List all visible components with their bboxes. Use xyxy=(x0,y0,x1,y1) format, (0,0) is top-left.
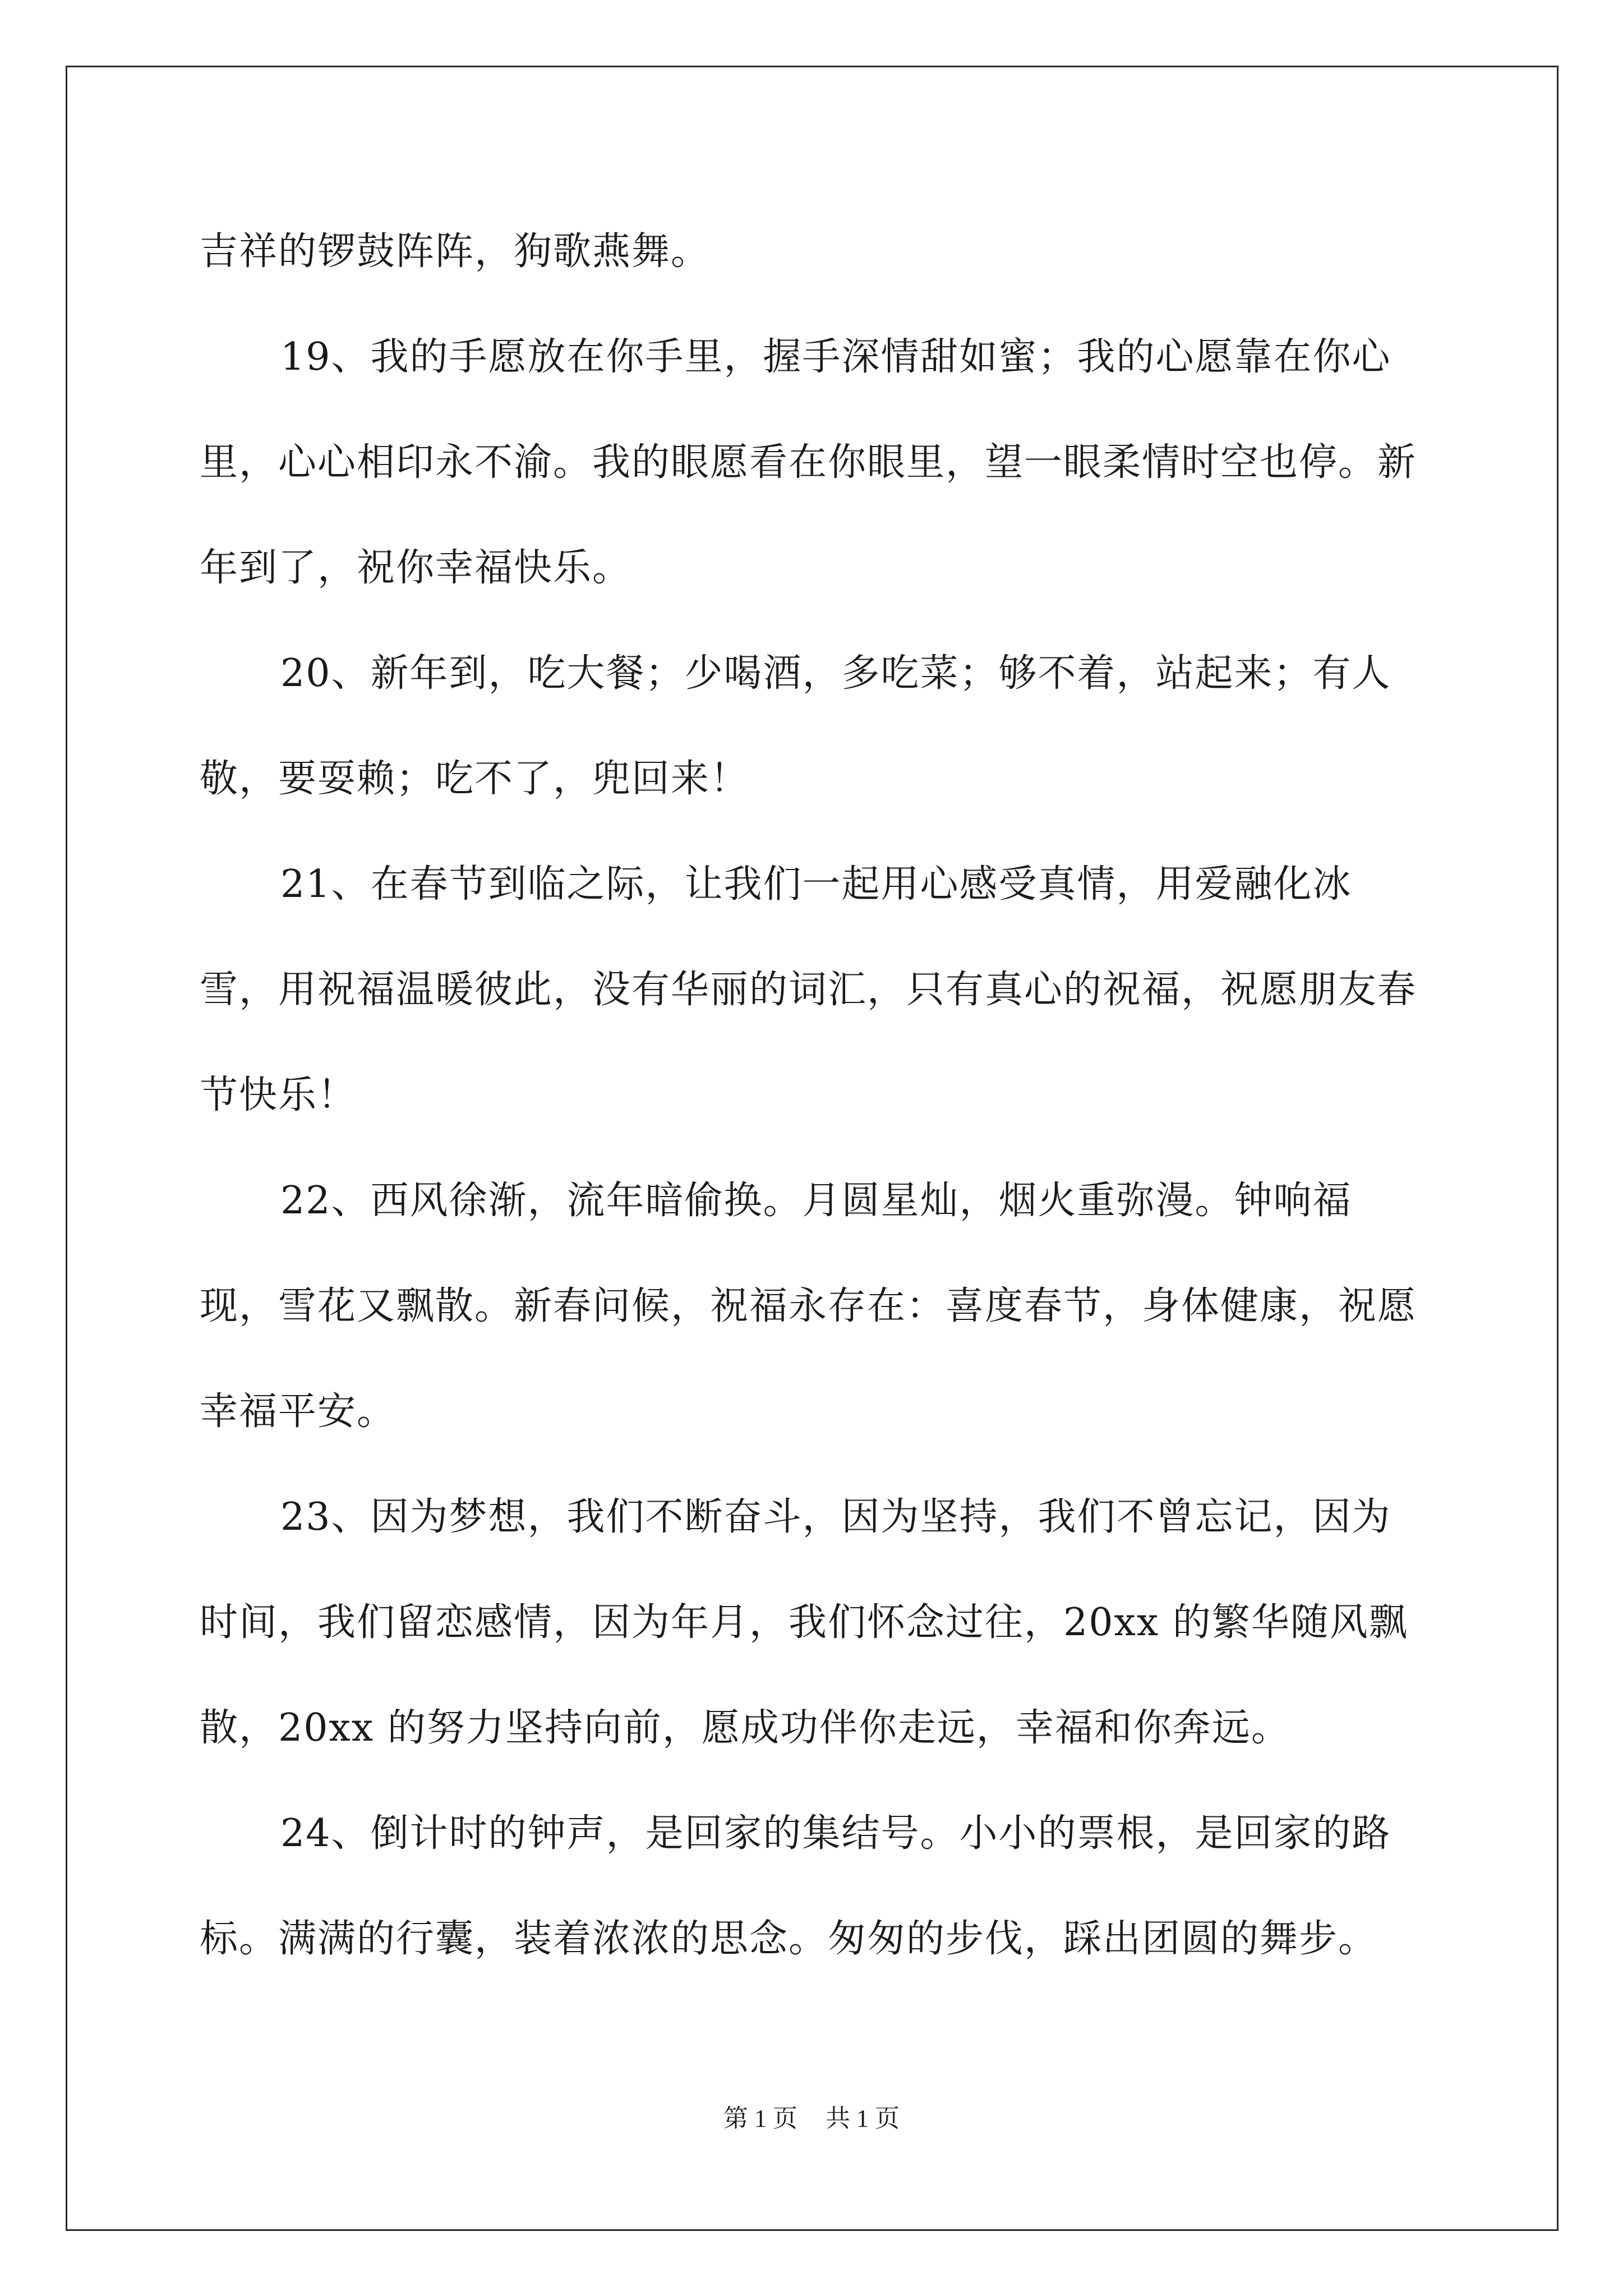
page-total: 共 1 页 xyxy=(826,2105,900,2132)
page-number: 第 1 页 xyxy=(723,2105,797,2132)
paragraph-item-22: 22、西风徐渐，流年暗偷换。月圆星灿，烟火重弥漫。钟响福现，雪花又飘散。新春问候，祝福永存在：喜度春节，身体健康，祝愿幸福平安。 xyxy=(200,1179,1417,1434)
paragraph-item-23: 23、因为梦想，我们不断奋斗，因为坚持，我们不曾忘记，因为时间，我们留恋感情，因为年月，我们怀念过往，20xx 的繁华随风飘散，20xx 的努力坚持向前，愿成功伴你走远，幸福和你奔远。 xyxy=(200,1495,1408,1750)
paragraph-item-24: 24、倒计时的钟声，是回家的集结号。小小的票根，是回家的路标。满满的行囊，装着浓浓的思念。匆匆的步伐，踩出团圆的舞步。 xyxy=(200,1811,1391,1961)
paragraph-item-19: 19、我的手愿放在你手里，握手深情甜如蜜；我的心愿靠在你心里，心心相印永不渝。我的眼愿看在你眼里，望一眼柔情时空也停。新年到了，祝你幸福快乐。 xyxy=(200,335,1417,590)
paragraph-continuation: 吉祥的锣鼓阵阵，狗歌燕舞。 xyxy=(200,229,711,274)
paragraph-item-21: 21、在春节到临之际，让我们一起用心感受真情，用爱融化冰雪，用祝福温暖彼此，没有华丽的词汇，只有真心的祝福，祝愿朋友春节快乐！ xyxy=(200,862,1417,1117)
document-body xyxy=(200,199,1422,1992)
paragraph-item-20: 20、新年到，吃大餐；少喝酒，多吃菜；够不着，站起来；有人敬，要耍赖；吃不了，兜回来！ xyxy=(200,651,1391,801)
page-footer xyxy=(0,2098,1623,2134)
